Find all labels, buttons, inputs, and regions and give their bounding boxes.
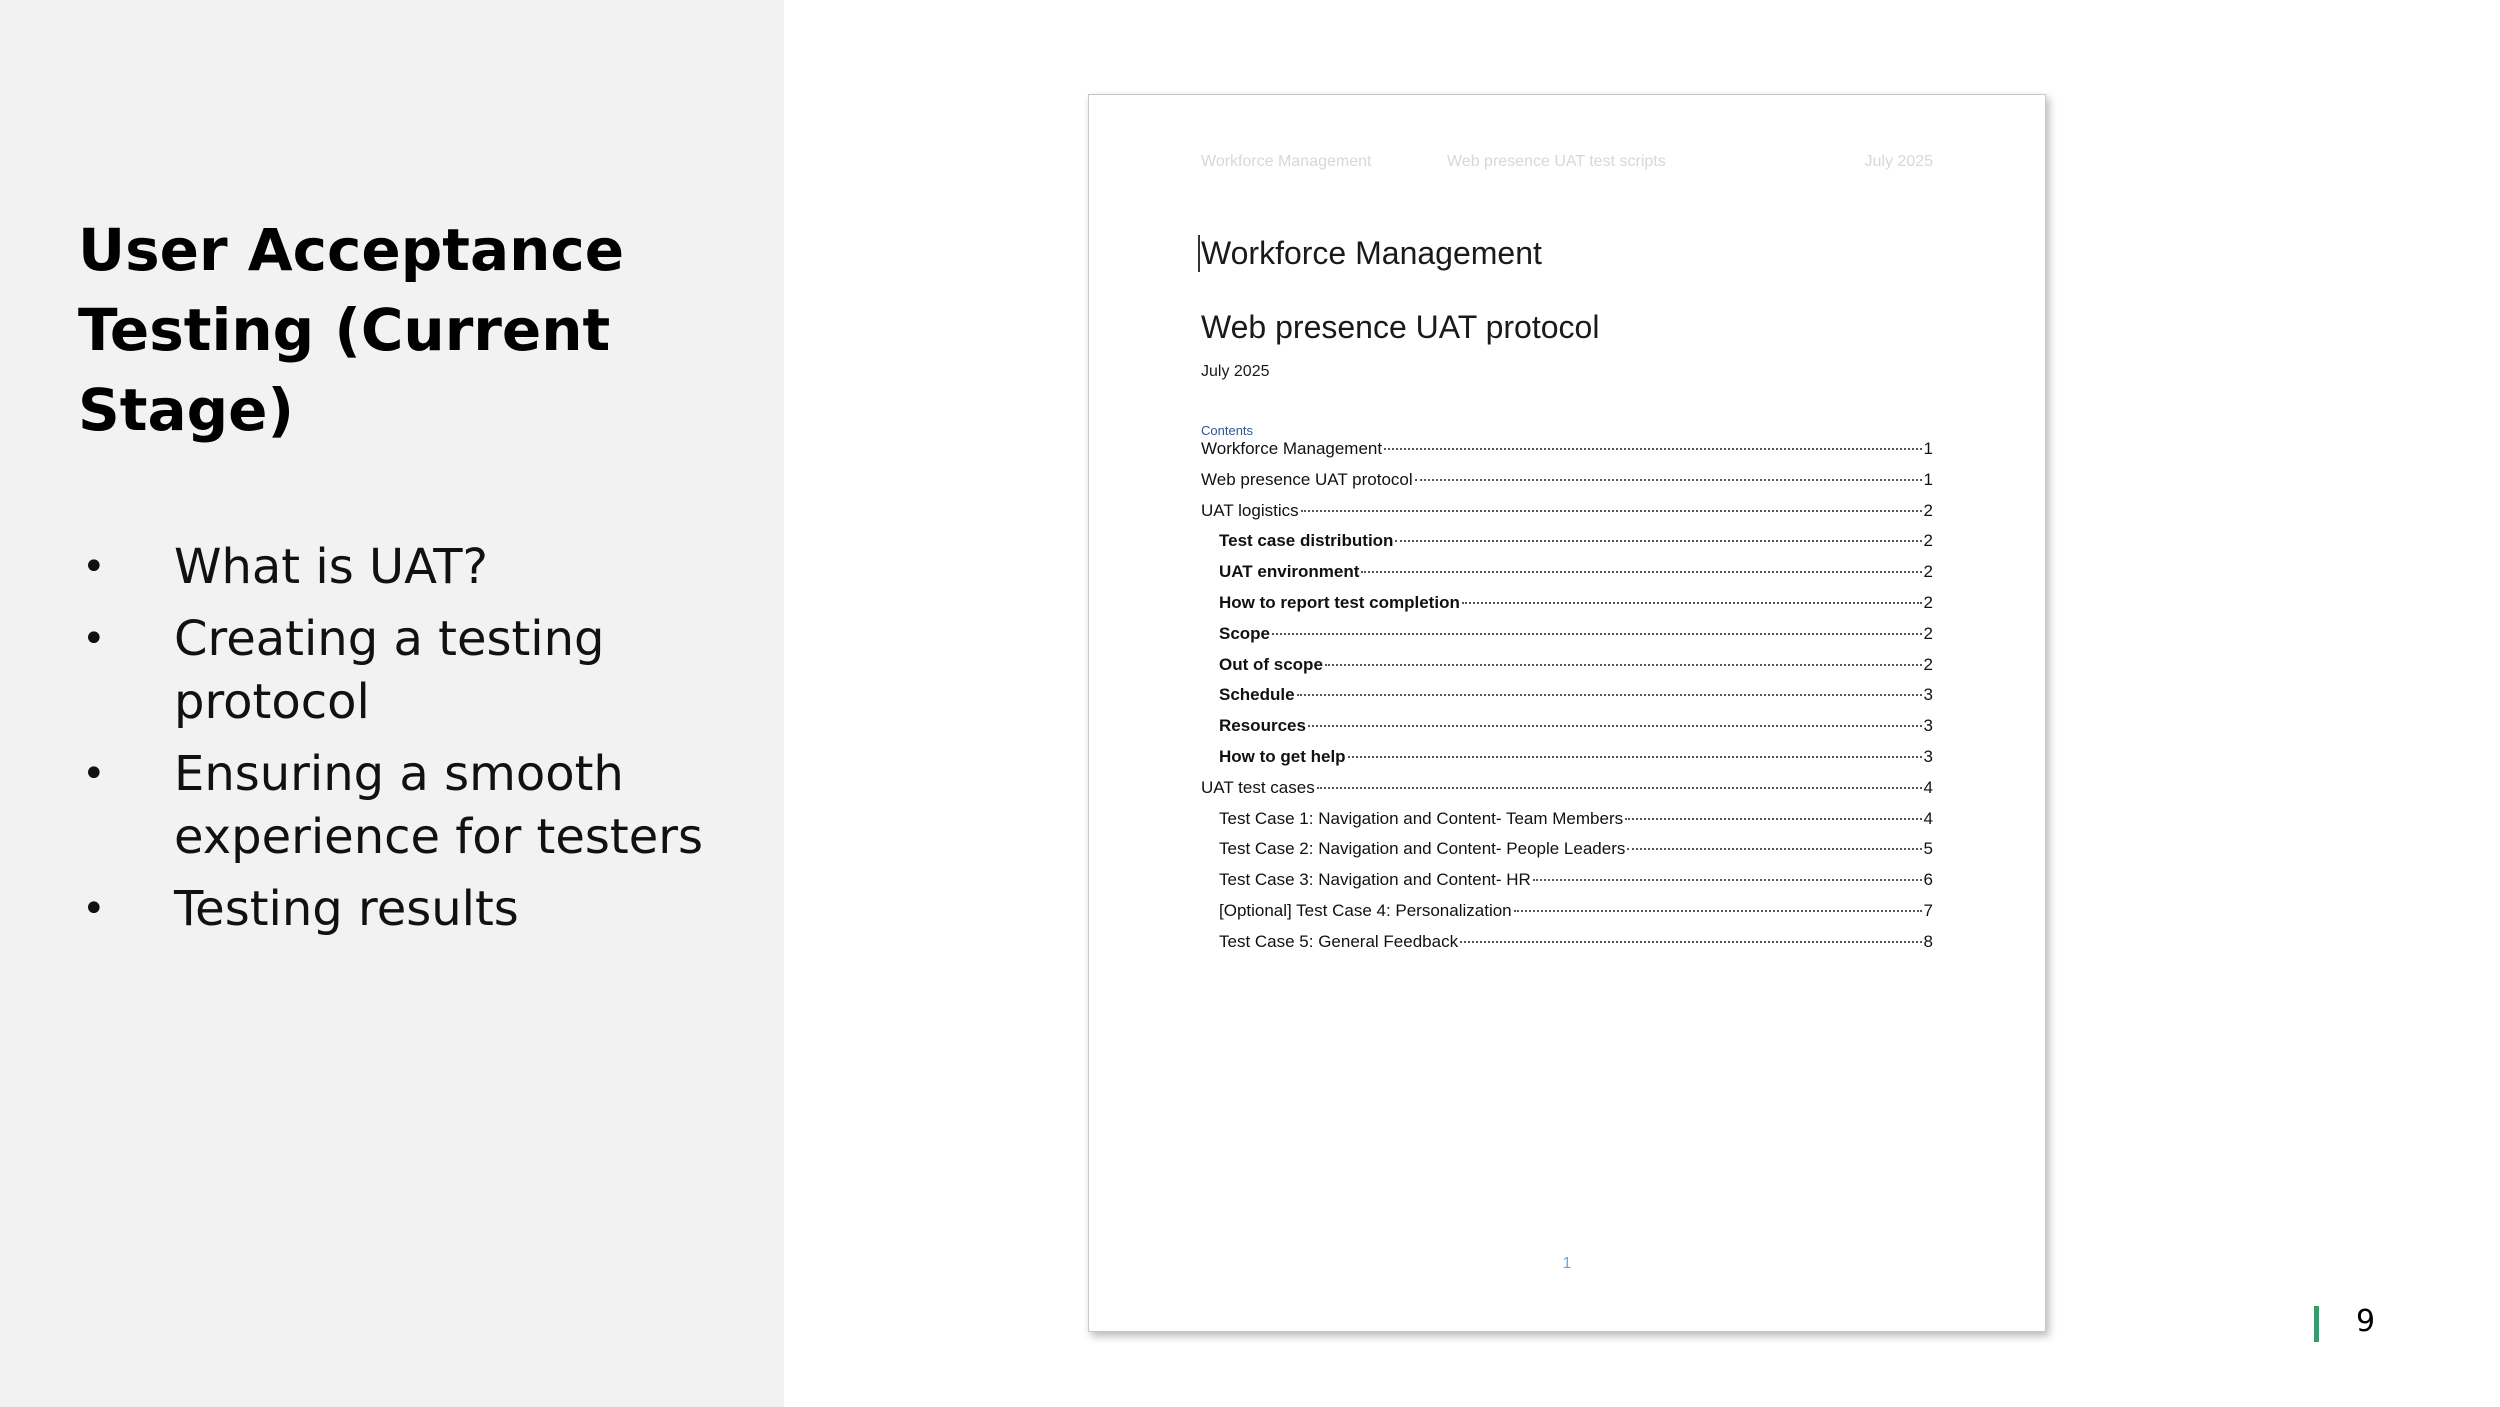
toc-entry-label: Out of scope	[1219, 654, 1323, 674]
toc-leader-dots	[1308, 725, 1922, 727]
toc-entry[interactable]	[1219, 809, 1933, 839]
toc-entry-page: 5	[1923, 839, 1933, 859]
toc-entry-page: 1	[1923, 439, 1933, 458]
toc-leader-dots	[1462, 602, 1922, 604]
toc-entry-label: Test Case 1: Navigation and Content- Team Members	[1219, 808, 1624, 828]
toc-entry-page: 2	[1923, 593, 1933, 612]
document-title: Workforce Management	[1198, 235, 1542, 272]
toc-entry-page: 4	[1923, 808, 1933, 828]
toc-entry-label: Workforce Management	[1201, 439, 1383, 458]
toc-leader-dots	[1297, 694, 1922, 696]
bullet-dot-icon: •	[82, 616, 106, 662]
toc-entry[interactable]	[1219, 655, 1933, 685]
document-preview	[1088, 94, 2046, 1332]
toc-entry-page: 3	[1923, 747, 1933, 766]
slide-title: User Acceptance Testing (Current Stage)	[78, 216, 625, 444]
toc-entry[interactable]	[1219, 932, 1933, 962]
toc-entry[interactable]	[1219, 685, 1933, 715]
slide-number: 9	[2356, 1304, 2376, 1339]
toc-leader-dots	[1348, 756, 1922, 758]
toc-entry-page: 6	[1923, 870, 1933, 890]
bullet-dot-icon: •	[82, 544, 106, 590]
slide-number-accent	[2314, 1306, 2319, 1342]
contents-heading: Contents	[1201, 423, 1254, 438]
bullet-dot-icon: •	[82, 751, 106, 797]
bullet-dot-icon: •	[82, 886, 106, 932]
toc-entry[interactable]	[1201, 470, 1933, 500]
toc-leader-dots	[1384, 448, 1921, 450]
bullet-item: • What is UAT?	[78, 536, 718, 599]
header-right: July 2025	[1864, 153, 1933, 170]
document-subtitle: Web presence UAT protocol	[1201, 309, 1600, 345]
toc-entry-label: Scope	[1219, 623, 1271, 643]
document-date: July 2025	[1201, 363, 1270, 380]
toc-entry[interactable]	[1219, 870, 1933, 900]
toc-entry-label: Test case distribution	[1219, 531, 1394, 551]
bullet-item: • Testing results	[78, 878, 718, 941]
toc-entry-page: 2	[1923, 623, 1933, 643]
toc-entry[interactable]	[1219, 593, 1933, 623]
toc-entry-label: UAT test cases	[1201, 777, 1315, 797]
toc-entry-page: 3	[1923, 716, 1933, 736]
toc-entry-label: UAT logistics	[1201, 500, 1299, 520]
toc-entry[interactable]	[1219, 716, 1933, 746]
bullet-item: • Creating a testing protocol	[78, 608, 718, 734]
toc-entry-label: How to report test completion	[1219, 593, 1460, 612]
toc-entry-page: 3	[1923, 685, 1933, 705]
toc-entry[interactable]	[1219, 624, 1933, 654]
document-page-number: 1	[1562, 1255, 1572, 1272]
toc-entry-label: [Optional] Test Case 4: Personalization	[1219, 901, 1512, 920]
toc-entry-page: 1	[1923, 469, 1933, 489]
toc-leader-dots	[1533, 879, 1922, 881]
toc-entry-label: Resources	[1219, 716, 1306, 736]
document-header	[1201, 153, 1933, 175]
toc-leader-dots	[1317, 787, 1922, 789]
toc-entry-page: 2	[1923, 500, 1933, 520]
toc-leader-dots	[1325, 664, 1922, 666]
toc-entry[interactable]	[1201, 501, 1933, 531]
toc-entry[interactable]	[1219, 747, 1933, 777]
toc-leader-dots	[1361, 571, 1921, 573]
toc-entry-page: 2	[1923, 562, 1933, 582]
toc-entry[interactable]	[1219, 562, 1933, 592]
toc-entry[interactable]	[1201, 778, 1933, 808]
toc-entry[interactable]	[1219, 901, 1933, 931]
toc-entry-label: Test Case 3: Navigation and Content- HR	[1219, 870, 1531, 890]
header-left: Workforce Management	[1201, 153, 1372, 170]
toc-leader-dots	[1272, 633, 1922, 635]
toc-entry-label: Test Case 2: Navigation and Content- People Leaders	[1219, 839, 1626, 859]
toc-leader-dots	[1625, 818, 1921, 820]
header-center: Web presence UAT test scripts	[1447, 153, 1666, 170]
toc-entry-page: 4	[1923, 777, 1933, 797]
toc-leader-dots	[1301, 510, 1922, 512]
toc-leader-dots	[1627, 848, 1921, 850]
toc-leader-dots	[1415, 479, 1922, 481]
toc-leader-dots	[1460, 941, 1921, 943]
left-panel	[0, 0, 784, 1407]
toc-entry-label: How to get help	[1219, 747, 1346, 766]
toc-entry-page: 2	[1923, 654, 1933, 674]
toc-entry[interactable]	[1219, 531, 1933, 561]
toc-leader-dots	[1395, 540, 1921, 542]
toc-entry-page: 8	[1923, 931, 1933, 951]
toc-entry-label: Schedule	[1219, 685, 1295, 705]
bullet-list	[78, 536, 718, 950]
toc-entry[interactable]	[1201, 439, 1933, 469]
toc-leader-dots	[1514, 910, 1922, 912]
toc-entry-page: 7	[1923, 901, 1933, 920]
toc-entry-page: 2	[1923, 531, 1933, 551]
bullet-item: • Ensuring a smooth experience for testers	[78, 743, 718, 869]
toc-entry-label: Web presence UAT protocol	[1201, 469, 1413, 489]
toc-entry-label: Test Case 5: General Feedback	[1219, 931, 1459, 951]
toc-entry[interactable]	[1219, 839, 1933, 869]
toc-entry-label: UAT environment	[1219, 562, 1360, 582]
